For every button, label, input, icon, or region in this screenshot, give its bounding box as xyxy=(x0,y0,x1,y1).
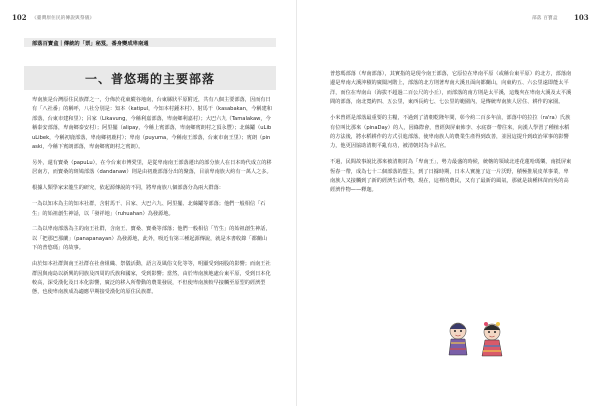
left-paragraph-1: 卑南族是台灣原住民族群之一，分佈於花東縱谷地南，台東縣狀平原附近，共有八個主要部落，因而有日有「八社番」的稱呼，八社分別是：知本（katipul，今知本村鍾本村）、射馬干（kasabakan，今稱建和部落，台東市建和里）；呂家（Likavung，今稱利嘉部落，卑南鄉利嘉村）；大巴六九（Tamalakaw，今稱泰安部落，卑南鄉泰安村）；阿里擺（alipay，今稱上賓部落，卑南鄉賓朗村之頂永豐）；北絲鬮（uLibuLibek，今稱初鹿部落，卑南鄉初鹿村）；卑南（puyuma，今稱南王部落，台東市南王里）；賓朗（pinaski，今稱下賓朗部落，卑南鄉賓朗村之賓朗）。 xyxy=(32,97,272,151)
cartoon-figure-left xyxy=(449,323,467,355)
right-paragraph-1: 普悠瑪部落（卑南部落），其實指的是現今南王部落，它原位在卑南平原（或稱台東平原）的北方，部落南邊是卑南大溪沖積的廣闊河階上，部落的北方則著卑南大溪且面向都蘭山，向東約五、六公里遠即能太平洋，而位在卑南山（海拔不超過二百公尺的小丘），而部落的南方則是太平溪，這幾夾在卑南大溪及太平溪間的部落，南北寬約四、五公里，東西長約七、七公里的範圍內，是傳統卑南族人居住、耕作的家園。 xyxy=(330,71,572,106)
section-title-box xyxy=(24,66,276,90)
left-paragraph-3: 根據人類學家宋龍生的研究，依起源傳說的不同，將卑南族八個部落分為兩大群落： xyxy=(32,185,224,192)
right-running-head: 部落 百寶盒 xyxy=(532,16,558,21)
cartoon-figure-right xyxy=(482,322,502,356)
left-page-number: 102 xyxy=(12,13,27,22)
header-bar xyxy=(24,38,276,47)
right-page-number: 103 xyxy=(574,13,589,22)
left-body xyxy=(32,96,272,304)
right-paragraph-3: 不過，民間故事說比那來被清朝封為「卑南王」，勢力最盛的時候，統轄的領域北達花蓮哈瑪樂，南抵屏東恆春一帶，成為七十二個部落的盟主，到了日據時期，日本人實施了這一片沃野，積極推展皮革事業，卑南族人又接觸到了新的經濟生活作物，現在，這裡的農民，又有了最新的風氣，那就是栽種林苗而吳的高經濟作物——釋迦。 xyxy=(330,159,572,194)
right-body xyxy=(330,70,572,202)
left-running-head: 《臺灣原住民的傳說與祭儀》 xyxy=(32,16,95,21)
right-paragraph-2: 小米曾經是部落最重要的主糧，不過到了清朝乾隆年間，彰今約二百多年前，部落中的拉拉（ra'ra）氏族有位叫比那來（pinaDay）的人，因綠際會，曾經與屏東佈李、水底寮一帶往來，向漢人學習了種植水稻的方法後，將水稻耕作的方式引進部落，使卑南族人的農業生產得到改善，並因這提升到政治軍事的影響力，他更因協助清朝平亂有功，被清朝封為卡品官。 xyxy=(330,115,571,150)
section-title: 一、普悠瑪的主要部落 xyxy=(84,72,215,86)
header-bar-text: 部落百寶盒｜傳統的「票」秘笈，番身變成卑南通 xyxy=(32,41,149,47)
left-paragraph-6: 由於知本社群與南王社群在社會組織、祭儀活動，語言及風俗文化等等，明顯受到兩股的影響；而南王社群因與南島以新興的同族及四周的氏族和國家，受到影響；當然，由於卑南族地處台東平原，受到日本化較高，深受漢化及日本化影響，廣泛的移入所帶動的農業發展，不但使卑南族較早接觸至原型的經濟型態，也使卑南族成為適應早期接受漢化的原住民族群。 xyxy=(32,261,271,296)
cartoon-figures-illustration xyxy=(440,318,512,358)
left-paragraph-2: 另外，還有寶桑（papuLu），在今台東市博愛里，是從卑南南王部落遷出的部分族人在日本時代成立的移居南方，而寶桑的斑鳩部落（dandanaw）則是由初鹿部落分出的聚落，目前卑南族大約有一萬人之多。 xyxy=(32,159,272,176)
left-paragraph-5: 二為以卑南部落為主的南王社群，含南王、寶桑、寶桑等部落；他們一般相信「竹生」的始祖創生神話，以「把那巴那蘭」（panapanayan）為發源地，此外，吸近有第三種起源傳說，就是本書收錄「都蘭山下的普悠瑪」的故事。 xyxy=(32,226,271,252)
left-page xyxy=(0,0,297,406)
left-paragraph-4: 一為以知本為主的知本社群，含射馬干、呂家、大巴六九、阿里擺、北絲鬮等部落；他們一般相信「石生」的始祖創生神話，以「發祥地」（ruhuahan）為發源地。 xyxy=(32,201,266,217)
